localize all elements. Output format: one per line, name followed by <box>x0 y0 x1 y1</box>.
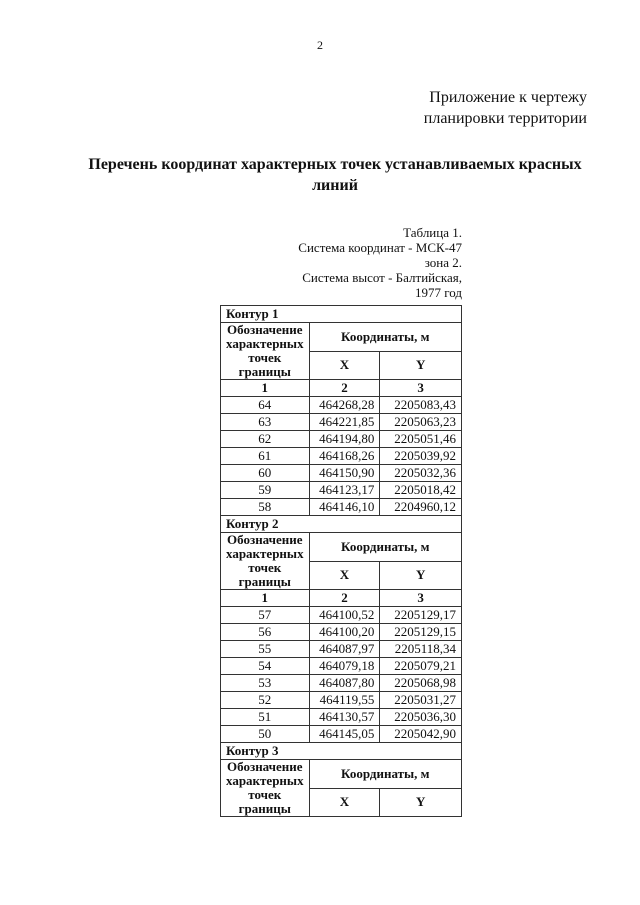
y-coordinate: 2205042,90 <box>380 726 462 743</box>
y-coordinate: 2205068,98 <box>380 675 462 692</box>
point-number: 64 <box>221 397 310 414</box>
y-coordinate: 2205018,42 <box>380 482 462 499</box>
header-y: Y <box>380 788 462 817</box>
y-coordinate: 2205129,15 <box>380 624 462 641</box>
contour-row <box>221 743 462 760</box>
x-coordinate: 464079,18 <box>309 658 380 675</box>
y-coordinate: 2205032,36 <box>380 465 462 482</box>
y-coordinate: 2205031,27 <box>380 692 462 709</box>
table-row <box>221 397 462 414</box>
point-number: 57 <box>221 607 310 624</box>
title-line-2: линий <box>312 177 358 194</box>
table-row <box>221 431 462 448</box>
x-coordinate: 464100,52 <box>309 607 380 624</box>
x-coordinate: 464145,05 <box>309 726 380 743</box>
column-number-3: 3 <box>380 380 462 397</box>
point-number: 52 <box>221 692 310 709</box>
point-number: 59 <box>221 482 310 499</box>
header-coordinates: Координаты, м <box>309 533 461 562</box>
y-coordinate: 2205083,43 <box>380 397 462 414</box>
point-number: 60 <box>221 465 310 482</box>
meta-line-1: Таблица 1. <box>403 225 462 240</box>
x-coordinate: 464100,20 <box>309 624 380 641</box>
table-row <box>221 448 462 465</box>
title-line-1: Перечень координат характерных точек устанавливаемых красных <box>88 156 582 173</box>
header-row <box>221 533 462 562</box>
meta-line-4: Система высот - Балтийская, <box>302 270 462 285</box>
table-row <box>221 499 462 516</box>
coordinates-table <box>220 305 462 817</box>
appendix-note <box>424 87 587 129</box>
column-number-2: 2 <box>309 380 380 397</box>
header-point-label: Обозначение характерных точек границы <box>221 533 310 590</box>
header-point-label: Обозначение характерных точек границы <box>221 323 310 380</box>
header-y: Y <box>380 351 462 380</box>
contour-title: Контур 1 <box>221 306 462 323</box>
y-coordinate: 2204960,12 <box>380 499 462 516</box>
header-row <box>221 323 462 352</box>
table-row <box>221 709 462 726</box>
appendix-line-1: Приложение к чертежу <box>429 89 587 106</box>
column-number-2: 2 <box>309 590 380 607</box>
table-row <box>221 465 462 482</box>
table-row <box>221 607 462 624</box>
x-coordinate: 464130,57 <box>309 709 380 726</box>
table-meta <box>298 225 462 300</box>
x-coordinate: 464268,28 <box>309 397 380 414</box>
x-coordinate: 464123,17 <box>309 482 380 499</box>
column-number-1: 1 <box>221 590 310 607</box>
x-coordinate: 464119,55 <box>309 692 380 709</box>
x-coordinate: 464221,85 <box>309 414 380 431</box>
x-coordinate: 464087,97 <box>309 641 380 658</box>
contour-row <box>221 306 462 323</box>
point-number: 53 <box>221 675 310 692</box>
y-coordinate: 2205118,34 <box>380 641 462 658</box>
x-coordinate: 464087,80 <box>309 675 380 692</box>
table-row <box>221 482 462 499</box>
contour-title: Контур 3 <box>221 743 462 760</box>
table-row <box>221 658 462 675</box>
point-number: 54 <box>221 658 310 675</box>
point-number: 51 <box>221 709 310 726</box>
table-row <box>221 641 462 658</box>
table-row <box>221 675 462 692</box>
x-coordinate: 464150,90 <box>309 465 380 482</box>
header-x: X <box>309 561 380 590</box>
y-coordinate: 2205051,46 <box>380 431 462 448</box>
y-coordinate: 2205129,17 <box>380 607 462 624</box>
point-number: 58 <box>221 499 310 516</box>
meta-line-2: Система координат - МСК-47 <box>298 240 462 255</box>
x-coordinate: 464168,26 <box>309 448 380 465</box>
document-title <box>70 154 600 196</box>
coordinates-table-body <box>221 306 462 817</box>
point-number: 50 <box>221 726 310 743</box>
meta-line-3: зона 2. <box>424 255 462 270</box>
header-x: X <box>309 351 380 380</box>
table-row <box>221 726 462 743</box>
table-row <box>221 692 462 709</box>
appendix-line-2: планировки территории <box>423 110 587 127</box>
header-x: X <box>309 788 380 817</box>
header-point-label: Обозначение характерных точек границы <box>221 760 310 817</box>
point-number: 56 <box>221 624 310 641</box>
header-coordinates: Координаты, м <box>309 323 461 352</box>
column-number-1: 1 <box>221 380 310 397</box>
meta-line-5: 1977 год <box>415 285 462 300</box>
x-coordinate: 464194,80 <box>309 431 380 448</box>
page-number: 2 <box>317 38 323 52</box>
point-number: 61 <box>221 448 310 465</box>
column-number-row <box>221 590 462 607</box>
point-number: 55 <box>221 641 310 658</box>
column-number-row <box>221 380 462 397</box>
x-coordinate: 464146,10 <box>309 499 380 516</box>
header-coordinates: Координаты, м <box>309 760 461 789</box>
header-y: Y <box>380 561 462 590</box>
column-number-3: 3 <box>380 590 462 607</box>
table-row <box>221 624 462 641</box>
header-row <box>221 760 462 789</box>
point-number: 62 <box>221 431 310 448</box>
y-coordinate: 2205079,21 <box>380 658 462 675</box>
y-coordinate: 2205039,92 <box>380 448 462 465</box>
y-coordinate: 2205063,23 <box>380 414 462 431</box>
table-row <box>221 414 462 431</box>
contour-row <box>221 516 462 533</box>
point-number: 63 <box>221 414 310 431</box>
contour-title: Контур 2 <box>221 516 462 533</box>
y-coordinate: 2205036,30 <box>380 709 462 726</box>
